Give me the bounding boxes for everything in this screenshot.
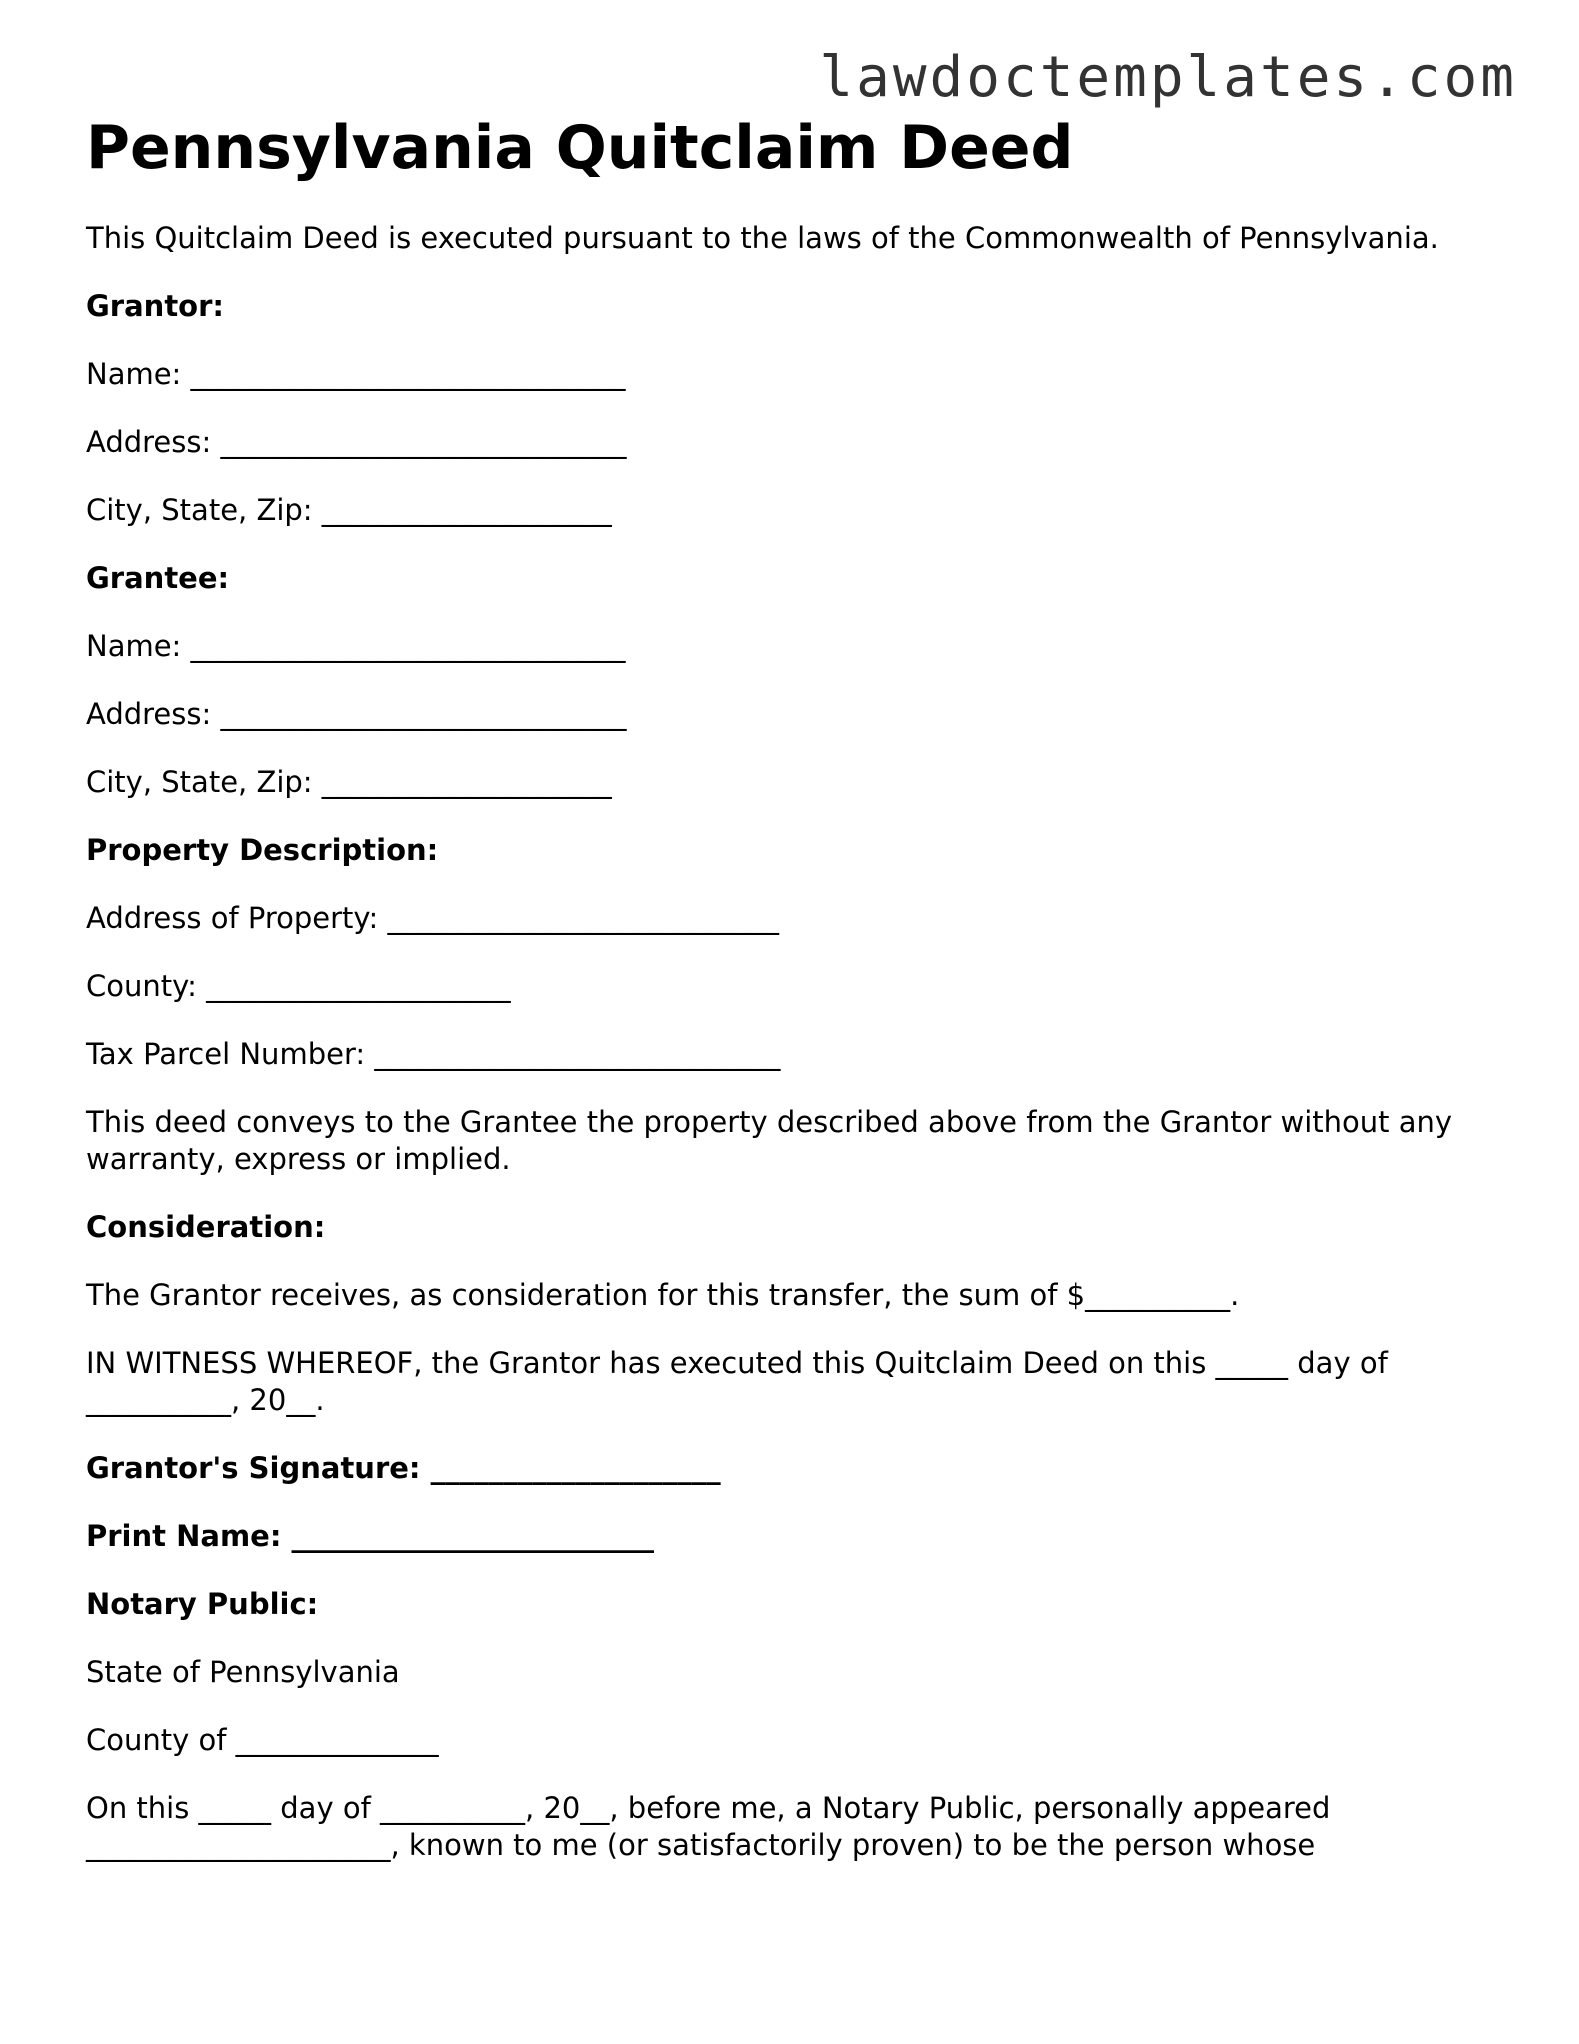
grantor-heading: Grantor: — [86, 289, 225, 323]
witness-paragraph[interactable]: IN WITNESS WHEREOF, the Grantor has executed this Quitclaim Deed on this _____ day of __________, 20__. — [86, 1346, 1398, 1417]
intro-paragraph: This Quitclaim Deed is executed pursuant to the laws of the Commonwealth of Pennsylvania. — [86, 221, 1439, 255]
grantor-name-field[interactable]: Name: ______________________________ — [86, 357, 626, 391]
grantee-address-field[interactable]: Address: ____________________________ — [86, 697, 627, 731]
property-address-field[interactable]: Address of Property: ___________________________ — [86, 901, 779, 935]
watermark: lawdoctemplates.com — [819, 45, 1517, 110]
grantee-heading: Grantee: — [86, 561, 230, 595]
property-county-field[interactable]: County: _____________________ — [86, 969, 511, 1003]
grantee-name-field[interactable]: Name: ______________________________ — [86, 629, 626, 663]
conveyance-paragraph: This deed conveys to the Grantee the property described above from the Grantor without any warranty, express or implied. — [86, 1105, 1462, 1176]
notary-county-field[interactable]: County of ______________ — [86, 1723, 439, 1757]
page-title: Pennsylvania Quitclaim Deed — [86, 113, 1074, 183]
consideration-text[interactable]: The Grantor receives, as consideration for this transfer, the sum of $__________. — [86, 1278, 1240, 1312]
grantor-signature-field[interactable]: Grantor's Signature: ____________________ — [86, 1451, 721, 1485]
notary-acknowledgment[interactable]: On this _____ day of __________, 20__, before me, a Notary Public, personally appeared _____________________, known to me (or satisfactorily proven) to be the person whose — [86, 1791, 1340, 1862]
consideration-heading: Consideration: — [86, 1210, 326, 1244]
notary-public-heading: Notary Public: — [86, 1587, 319, 1621]
property-description-heading: Property Description: — [86, 833, 439, 867]
grantee-city-state-zip-field[interactable]: City, State, Zip: ____________________ — [86, 765, 612, 799]
tax-parcel-number-field[interactable]: Tax Parcel Number: ____________________________ — [86, 1037, 781, 1071]
grantor-city-state-zip-field[interactable]: City, State, Zip: ____________________ — [86, 493, 612, 527]
print-name-field[interactable]: Print Name: _________________________ — [86, 1519, 655, 1553]
document-body — [86, 110, 1506, 1895]
notary-state: State of Pennsylvania — [86, 1655, 400, 1689]
grantor-address-field[interactable]: Address: ____________________________ — [86, 425, 627, 459]
